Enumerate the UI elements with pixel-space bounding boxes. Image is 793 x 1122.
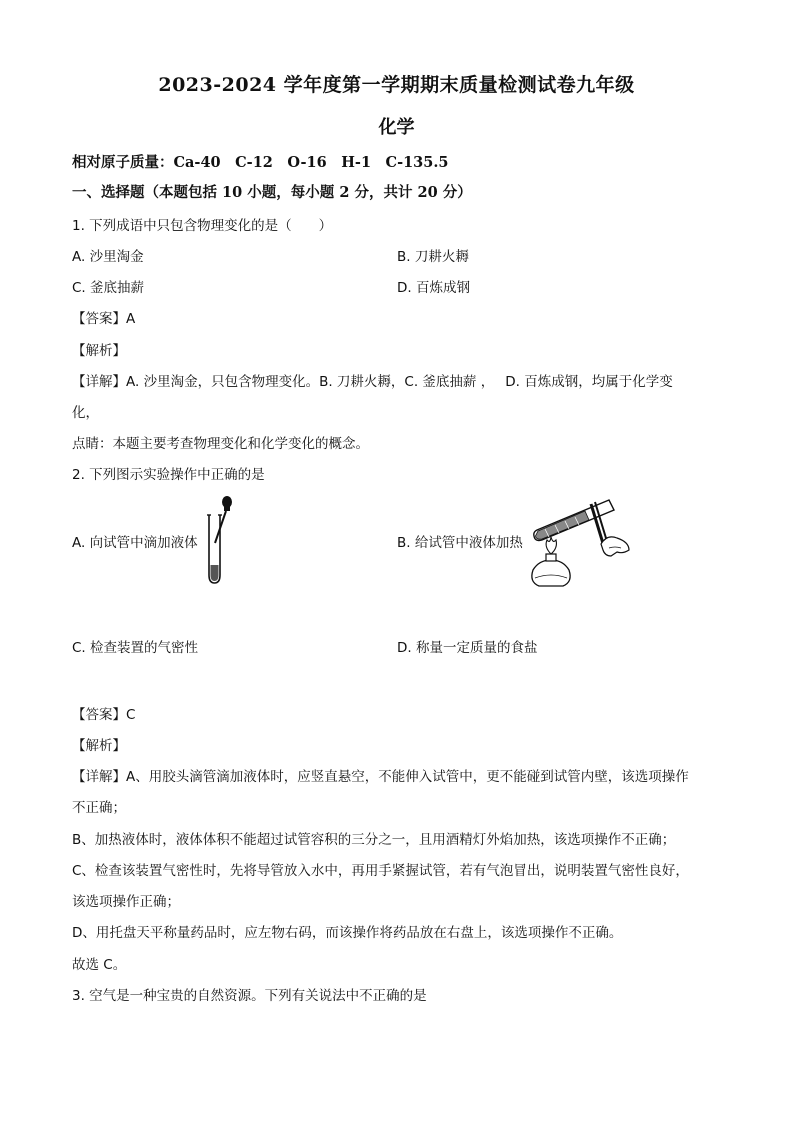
q2-detail-d: D、用托盘天平称量药品时，应左物右码，而该操作将药品放在右盘上，该选项操作不正确。 xyxy=(72,925,623,941)
q1-option-b: B. 刀耕火耨 xyxy=(397,249,469,265)
atomic-masses: 相对原子质量：Ca-40 C-12 O-16 H-1 C-135.5 xyxy=(72,154,449,171)
q1-option-a: A. 沙里淘金 xyxy=(72,249,144,265)
dropper-test-tube-figure xyxy=(200,493,245,588)
q2-detail-a-line2: 不正确； xyxy=(72,800,126,816)
q1-detail-line2: 化， xyxy=(72,405,99,421)
q1-option-d: D. 百炼成钢 xyxy=(397,280,470,296)
exam-title: 2023-2024 学年度第一学期期末质量检测试卷九年级 xyxy=(158,74,635,96)
q3-stem: 3. 空气是一种宝贵的自然资源。下列有关说法中不正确的是 xyxy=(72,988,427,1004)
q2-option-d: D. 称量一定质量的食盐 xyxy=(397,640,538,656)
q1-option-c: C. 釜底抽薪 xyxy=(72,280,145,296)
section-heading: 一、选择题（本题包括 10 小题，每小题 2 分，共计 20 分） xyxy=(72,184,472,201)
q2-detail-c-line1: C、检查该装置气密性时，先将导管放入水中，再用手紧握试管，若有气泡冒出，说明装置气密性良好， xyxy=(72,863,689,879)
q2-detail-b: B、加热液体时，液体体积不能超过试管容积的三分之一，且用酒精灯外焰加热，该选项操作不正确； xyxy=(72,832,676,848)
q1-analysis-label: 【解析】 xyxy=(72,343,126,359)
q1-answer: 【答案】A xyxy=(72,311,136,327)
q2-conclusion: 故选 C。 xyxy=(72,957,127,973)
q2-option-c: C. 检查装置的气密性 xyxy=(72,640,199,656)
q1-note: 点睛：本题主要考查物理变化和化学变化的概念。 xyxy=(72,436,369,452)
q2-detail-a-line1: 【详解】A、用胶头滴管滴加液体时，应竖直悬空，不能伸入试管中，更不能碰到试管内壁，该选项操作 xyxy=(72,769,689,785)
subject-title: 化学 xyxy=(378,117,415,138)
q2-analysis-label: 【解析】 xyxy=(72,738,126,754)
q2-option-a: A. 向试管中滴加液体 xyxy=(72,535,198,551)
heating-test-tube-figure xyxy=(525,492,635,587)
q2-detail-c-line2: 该选项操作正确； xyxy=(72,894,180,910)
q1-stem: 1. 下列成语中只包含物理变化的是（ ） xyxy=(72,218,333,234)
q1-detail-line1: 【详解】A. 沙里淘金，只包含物理变化。B. 刀耕火耨，C. 釜底抽薪 ， D. 百炼成钢，均属于化学变 xyxy=(72,374,673,390)
q2-option-b: B. 给试管中液体加热 xyxy=(397,535,523,551)
q2-answer: 【答案】C xyxy=(72,707,136,723)
q2-stem: 2. 下列图示实验操作中正确的是 xyxy=(72,467,265,483)
